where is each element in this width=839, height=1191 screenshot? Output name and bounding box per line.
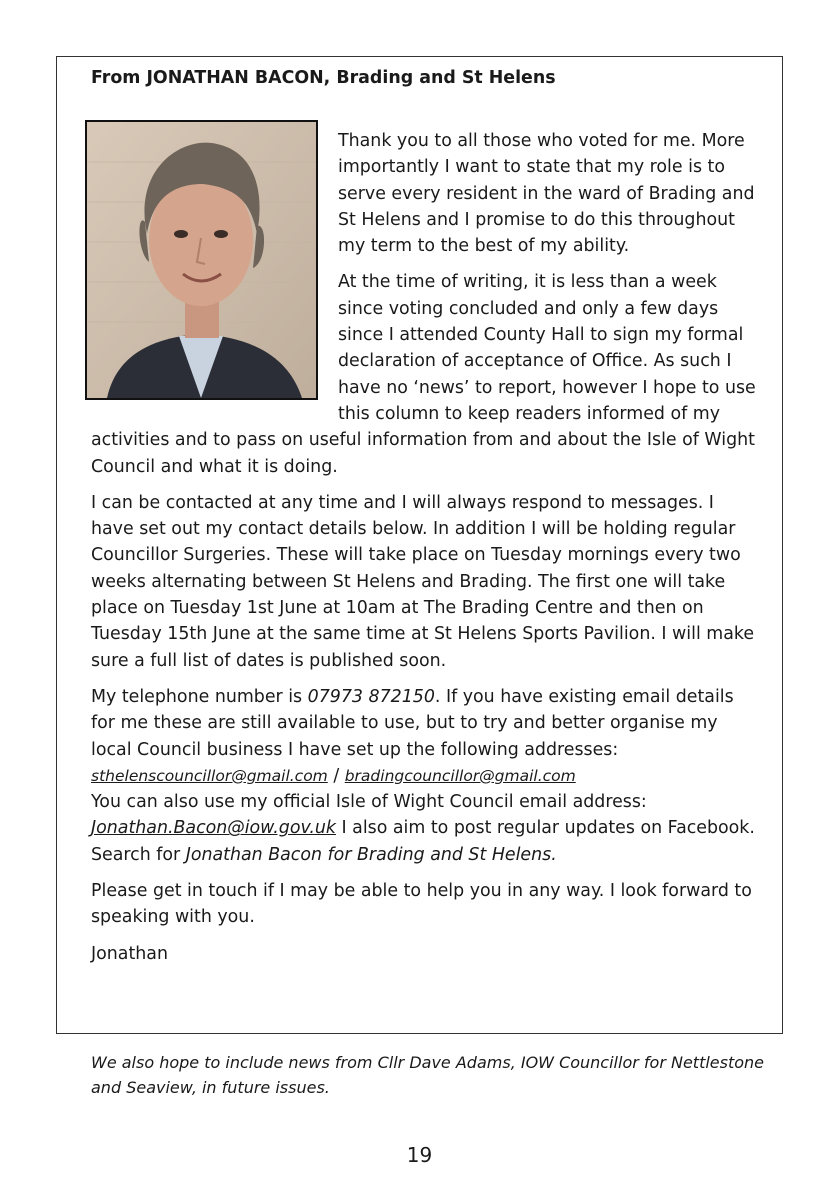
email-link-sthelens[interactable]: sthelenscouncillor@gmail.com	[91, 766, 328, 785]
phone-number: 07973 872150	[307, 686, 435, 707]
email-link-brading[interactable]: bradingcouncillor@gmail.com	[344, 766, 576, 785]
portrait-image	[87, 122, 316, 398]
phone-intro: My telephone number is	[91, 686, 308, 707]
footnote: We also hope to include news from Cllr Dave Adams, IOW Councillor for Nettlestone and Seaview, in future issues.	[91, 1053, 765, 1097]
signoff: Jonathan	[91, 943, 168, 964]
paragraph-3: I can be contacted at any time and I will always respond to messages. I have set out my contact details below. In addition I will be holding regular Councillor Surgeries. These will take place on Tuesday mornings every two weeks alternating between St Helens and Brading. The first one will take place on Tuesday 1st June at 10am at The Brading Centre and then on Tuesday 15th June at the same time at St Helens Sports Pavilion. I will make sure a full list of dates is published soon.	[91, 492, 755, 671]
article-box	[56, 56, 783, 1034]
paragraph-1: Thank you to all those who voted for me. More importantly I want to state that my role is to serve every resident in the ward of Brading and St Helens and I promise to do this throughout my term to the best of my ability.	[338, 131, 755, 257]
author-photo	[85, 120, 318, 400]
facebook-intro: I also aim to post regular updates on Facebook. Search for	[91, 818, 755, 865]
paragraph-5: Please get in touch if I may be able to help you in any way. I look forward to speaking with you.	[91, 881, 752, 928]
page-number: 19	[406, 1143, 433, 1167]
paragraph-2: At the time of writing, it is less than a week since voting concluded and only a few days since I attended County Hall to sign my formal declaration of acceptance of Office. As such I have no ‘news’ to report, however I hope to use this column to keep readers informed of my activities and to pass on useful information from and about the Isle of Wight Council and what it is doing.	[91, 272, 756, 477]
email-link-official[interactable]: Jonathan.Bacon@iow.gov.uk	[91, 818, 336, 839]
email-intro: . If you have existing email details for me these are still available to use, but to try and better organise my local Council business I have set up the following addresses:	[91, 686, 734, 760]
facebook-search-term: Jonathan Bacon for Brading and St Helens.	[185, 844, 557, 865]
paragraph-4	[91, 684, 761, 868]
email-separator: /	[327, 765, 345, 786]
official-email-intro: You can also use my official Isle of Wight Council email address:	[91, 792, 647, 813]
article-content	[91, 57, 761, 977]
article-title: From JONATHAN BACON, Brading and St Helens	[91, 68, 556, 88]
